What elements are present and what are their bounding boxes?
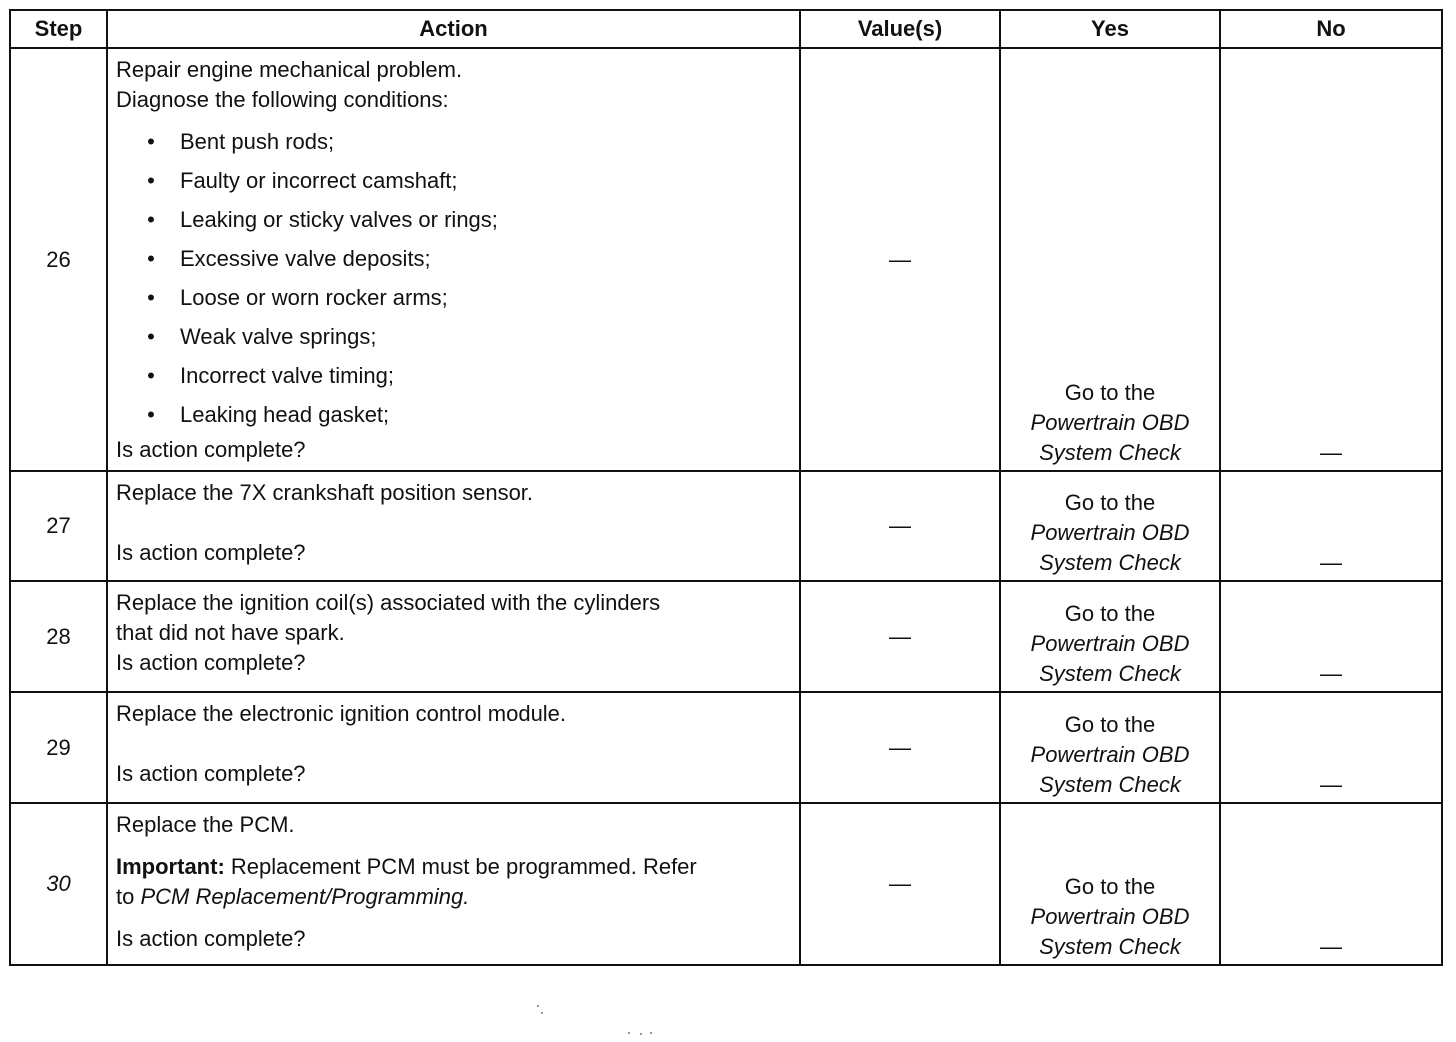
header-row	[10, 10, 1442, 48]
action-text: Diagnose the following conditions:	[116, 87, 449, 112]
list-item: • Leaking or sticky valves or rings;	[116, 200, 791, 239]
table-row-step-27	[10, 471, 1442, 581]
no-cell: —	[1220, 471, 1442, 581]
list-item: • Weak valve springs;	[116, 317, 791, 356]
bullet-icon: •	[147, 168, 155, 193]
bullet-icon: •	[147, 246, 155, 271]
step-number: 28	[10, 581, 107, 692]
bullet-icon: •	[147, 324, 155, 349]
yes-reference: System Check	[1039, 934, 1181, 959]
yes-reference: Powertrain OBD	[1030, 742, 1190, 767]
no-cell: —	[1220, 48, 1442, 471]
yes-reference: System Check	[1039, 772, 1181, 797]
value-cell: —	[800, 471, 1000, 581]
value-cell: —	[800, 692, 1000, 803]
action-cell	[107, 803, 800, 965]
step-number: 26	[10, 48, 107, 471]
yes-reference: Powertrain OBD	[1030, 631, 1190, 656]
action-text: Replace the electronic ignition control module.	[116, 701, 567, 726]
action-cell	[107, 581, 800, 692]
table-row-step-29	[10, 692, 1442, 803]
list-item: • Leaking head gasket;	[116, 395, 791, 434]
list-item: • Bent push rods;	[116, 122, 791, 161]
yes-cell	[1000, 48, 1220, 471]
action-text: Replace the ignition coil(s) associated with the cylinders	[116, 590, 661, 615]
step-number: 29	[10, 692, 107, 803]
yes-reference: System Check	[1039, 440, 1181, 465]
action-question: Is action complete?	[116, 761, 306, 786]
list-item: • Incorrect valve timing;	[116, 356, 791, 395]
table-row-step-26	[10, 48, 1442, 471]
scan-speck	[537, 1005, 539, 1007]
bullet-icon: •	[147, 285, 155, 310]
scan-speck	[541, 1012, 543, 1014]
action-cell	[107, 692, 800, 803]
yes-cell	[1000, 581, 1220, 692]
yes-cell	[1000, 692, 1220, 803]
action-text: that did not have spark.	[116, 620, 345, 645]
bullet-icon: •	[147, 402, 155, 427]
scan-speck	[650, 1032, 652, 1034]
action-cell	[107, 471, 800, 581]
no-cell: —	[1220, 692, 1442, 803]
step-number: 27	[10, 471, 107, 581]
conditions-list	[116, 122, 791, 434]
action-question: Is action complete?	[116, 650, 306, 675]
list-item: • Excessive valve deposits;	[116, 239, 791, 278]
yes-reference: System Check	[1039, 550, 1181, 575]
header-step: Step	[10, 10, 107, 48]
bullet-icon: •	[147, 363, 155, 388]
yes-goto-text: Go to the	[1064, 601, 1156, 626]
bullet-icon: •	[147, 129, 155, 154]
header-values: Value(s)	[800, 10, 1000, 48]
yes-cell	[1000, 803, 1220, 965]
important-label: Important:	[116, 854, 225, 879]
header-action: Action	[107, 10, 800, 48]
important-text: Replacement PCM must be programmed. Refer	[230, 854, 697, 879]
scan-speck	[640, 1033, 642, 1035]
important-note-cont: to PCM Replacement/Programming.	[116, 884, 470, 909]
yes-reference: System Check	[1039, 661, 1181, 686]
list-item: • Loose or worn rocker arms;	[116, 278, 791, 317]
yes-goto-text: Go to the	[1064, 712, 1156, 737]
yes-goto-text: Go to the	[1064, 490, 1156, 515]
action-cell	[107, 48, 800, 471]
yes-goto-text: Go to the	[1064, 380, 1156, 405]
table-row-step-28	[10, 581, 1442, 692]
value-cell: —	[800, 581, 1000, 692]
action-text: Replace the 7X crankshaft position sensor.	[116, 480, 534, 505]
yes-reference: Powertrain OBD	[1030, 904, 1190, 929]
value-cell: —	[800, 48, 1000, 471]
action-question: Is action complete?	[116, 437, 306, 462]
no-cell: —	[1220, 581, 1442, 692]
value-cell: —	[800, 803, 1000, 965]
step-number: 30	[10, 803, 107, 965]
diagnostic-table	[9, 9, 1443, 966]
action-text: Repair engine mechanical problem.	[116, 57, 463, 82]
pcm-replacement-reference: PCM Replacement/Programming.	[140, 884, 470, 909]
scan-speck	[628, 1032, 630, 1034]
header-no: No	[1220, 10, 1442, 48]
yes-goto-text: Go to the	[1064, 874, 1156, 899]
list-item: • Faulty or incorrect camshaft;	[116, 161, 791, 200]
action-text: Replace the PCM.	[116, 812, 295, 837]
header-yes: Yes	[1000, 10, 1220, 48]
yes-reference: Powertrain OBD	[1030, 520, 1190, 545]
action-question: Is action complete?	[116, 926, 306, 951]
yes-reference: Powertrain OBD	[1030, 410, 1190, 435]
yes-cell	[1000, 471, 1220, 581]
table-row-step-30	[10, 803, 1442, 965]
bullet-icon: •	[147, 207, 155, 232]
action-question: Is action complete?	[116, 540, 306, 565]
no-cell: —	[1220, 803, 1442, 965]
important-note	[116, 852, 791, 882]
